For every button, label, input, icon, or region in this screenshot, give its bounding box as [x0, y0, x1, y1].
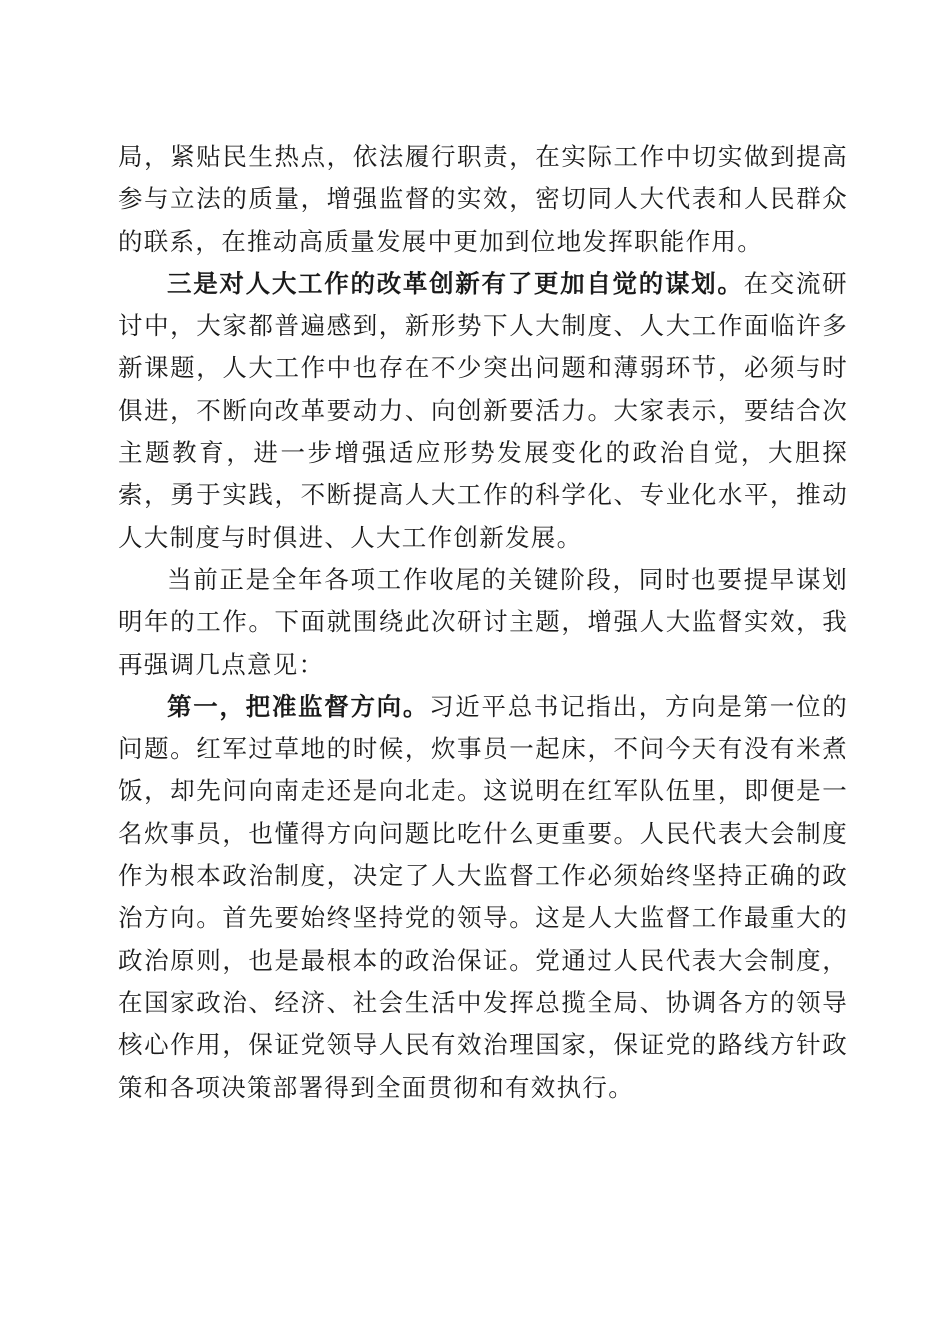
paragraph-text: 在交流研讨中，大家都普遍感到，新形势下人大制度、人大工作面临许多新课题，人大工作中也存在不少突出问题和薄弱环节，必须与时俱进，不断向改革要动力、向创新要活力。大家表示，要结合次主题教育，进一步增强适应形势发展变化的政治自觉，大胆探索，勇于实践，不断提高人大工作的科学化、专业化水平，推动人大制度与时俱进、人大工作创新发展。 [118, 268, 848, 552]
paragraph-continuation [118, 136, 848, 263]
paragraph-text: 习近平总书记指出，方向是第一位的问题。红军过草地的时候，炊事员一起床，不问今天有没有米煮饭，却先问向南走还是向北走。这说明在红军队伍里，即便是一名炊事员，也懂得方向问题比吃什么更重要。人民代表大会制度作为根本政治制度，决定了人大监督工作必须始终坚持正确的政治方向。首先要始终坚持党的领导。这是人大监督工作最重大的政治原则，也是最根本的政治保证。党通过人民代表大会制度，在国家政治、经济、社会生活中发挥总揽全局、协调各方的领导核心作用，保证党领导人民有效治理国家，保证党的路线方针政策和各项决策部署得到全面贯彻和有效执行。 [118, 691, 848, 1102]
paragraph-transition [118, 559, 848, 686]
paragraph-point-one [118, 686, 848, 1109]
document-body [118, 136, 848, 1109]
paragraph-text: 当前正是全年各项工作收尾的关键阶段，同时也要提早谋划明年的工作。下面就围绕此次研讨主题，增强人大监督实效，我再强调几点意见： [118, 564, 848, 679]
paragraph-reform-innovation [118, 263, 848, 559]
paragraph-lead: 第一，把准监督方向。 [167, 691, 430, 721]
paragraph-lead: 三是对人大工作的改革创新有了更加自觉的谋划。 [167, 268, 744, 298]
paragraph-text: 局，紧贴民生热点，依法履行职责，在实际工作中切实做到提高参与立法的质量，增强监督的实效，密切同人大代表和人民群众的联系，在推动高质量发展中更加到位地发挥职能作用。 [118, 142, 848, 256]
